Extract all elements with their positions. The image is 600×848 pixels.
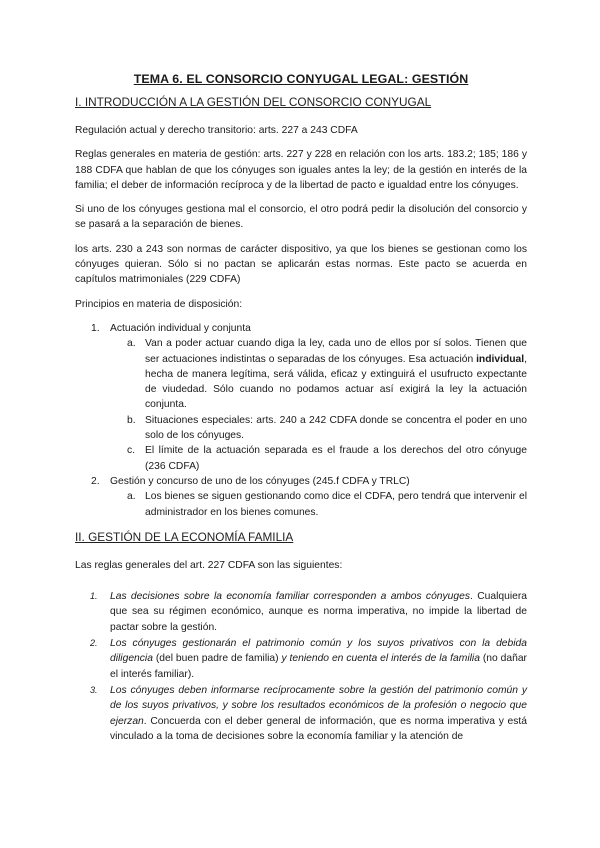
document-title: TEMA 6. EL CONSORCIO CONYUGAL LEGAL: GESTIÓN xyxy=(133,72,469,86)
sub-list-marker: b. xyxy=(127,414,136,426)
paragraph-bad-management: Si uno de los cónyuges gestiona mal el consorcio, el otro podrá pedir la disolución del consorcio y se pasará a la separación de bienes. xyxy=(75,204,527,231)
principles-list xyxy=(75,321,527,520)
sub-list-text: Los bienes se siguen gestionando como dice el CDFA, pero tendrá que intervenir el administrador en los bienes comunes. xyxy=(145,491,527,518)
rule-item xyxy=(75,589,527,635)
section-1-heading: I. INTRODUCCIÓN A LA GESTIÓN DEL CONSORCIO CONYUGAL xyxy=(75,95,432,109)
rule-marker: 3. xyxy=(90,684,98,695)
sub-list-marker: a. xyxy=(127,491,136,503)
list-marker: 1. xyxy=(91,322,100,334)
sub-list-item xyxy=(75,443,527,474)
sub-list-item xyxy=(75,489,527,520)
sub-list-item xyxy=(75,336,527,412)
paragraph-principles: Principios en materia de disposición: xyxy=(75,298,243,310)
paragraph-general-rules: Reglas generales en materia de gestión: arts. 227 y 228 en relación con los arts. 183.2; 185; 186 y 188 CDFA que hablan de que los cónyuges son iguales antes la ley; de la gestión en interés de la familia; el deber de información recíproca y de la libertad de pacto e igualdad entre los cónyuges. xyxy=(75,149,527,191)
sub-list-text: Van a poder actuar cuando diga la ley, cada uno de ellos por sí solos. Tienen que ser actuaciones indistintas o separadas de los cónyuges. Esa actuación individual, hecha de manera legítima, será válida, eficaz y extinguirá el usufructo expectante de viudedad. Sólo cuando no podamos actuar así exigirá la ley la actuación conjunta. xyxy=(145,338,527,411)
sub-list-text: Situaciones especiales: arts. 240 a 242 CDFA donde se concentra el poder en uno solo de los cónyuges. xyxy=(145,414,527,442)
rule-marker: 2. xyxy=(90,638,98,649)
sub-list-item xyxy=(75,413,527,444)
rules-list xyxy=(75,589,527,744)
paragraph-dispositive-norms: los arts. 230 a 243 son normas de carácter dispositivo, ya que los bienes se gestionan como los cónyuges quieran. Sólo si no pactan se aplicarán estas normas. Este pacto se acuerda en capítulos matrimoniales (229 CDFA) xyxy=(75,243,527,286)
list-item xyxy=(75,474,527,489)
list-item xyxy=(75,321,527,336)
section-2-heading: II. GESTIÓN DE LA ECONOMÍA FAMILIA xyxy=(75,529,294,544)
rule-item xyxy=(75,683,527,744)
paragraph-regulation: Regulación actual y derecho transitorio: arts. 227 a 243 CDFA xyxy=(75,125,358,136)
bold-term: individual xyxy=(476,353,525,365)
list-item-text: Actuación individual y conjunta xyxy=(110,322,251,334)
list-marker: 2. xyxy=(91,475,100,487)
rule-text: Los cónyuges deben informarse recíprocamente sobre la gestión del patrimonio común y de los suyos privativos, y sobre los resultados económicos de la profesión o negocio que ejerzan. Concuerda con el deber general de información, que es norma imperativa y está vinculado a la toma de decisiones sobre la economía familiar y la atención de xyxy=(110,684,527,742)
rule-marker: 1. xyxy=(90,591,98,602)
paragraph-rules-intro: Las reglas generales del art. 227 CDFA son las siguientes: xyxy=(75,559,343,571)
sub-list-marker: c. xyxy=(127,445,136,457)
rule-text: Los cónyuges gestionarán el patrimonio común y los suyos privativos con la debida diligencia (del buen padre de familia) y teniendo en cuenta el interés de la familia (no dañar el interés familiar). xyxy=(110,638,527,680)
sub-list-marker: a. xyxy=(127,338,136,350)
sub-list-text: El límite de la actuación separada es el fraude a los derechos del otro cónyuge (236 CDFA) xyxy=(145,445,527,472)
list-item-text: Gestión y concurso de uno de los cónyuges (245.f CDFA y TRLC) xyxy=(110,475,410,487)
rule-item xyxy=(75,636,527,682)
rule-text: Las decisiones sobre la economía familiar corresponden a ambos cónyuges. Cualquiera que sea su régimen económico, aunque es norma imperativa, no impide la libertad de pactar sobre la gestión. xyxy=(110,591,527,633)
